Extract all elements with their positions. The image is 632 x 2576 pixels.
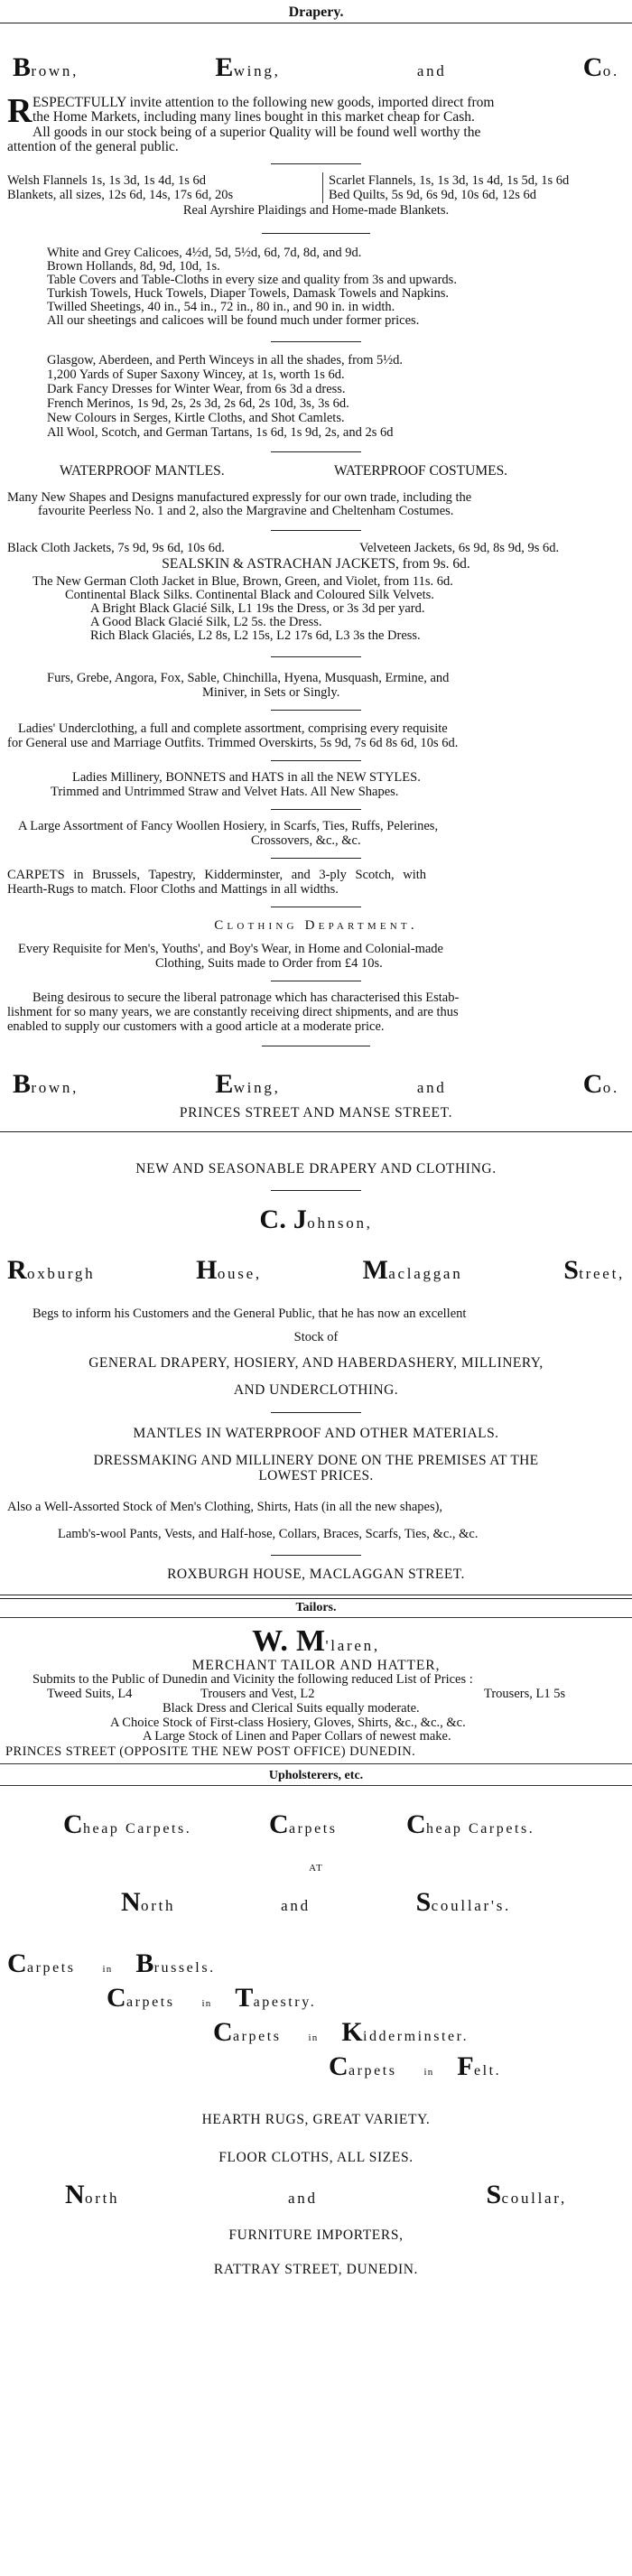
calicoes-line: Table Covers and Table-Cloths in every size and quality from 3s and upwards. — [47, 273, 457, 287]
section-rule — [0, 1763, 632, 1764]
tailors-heading: Tailors. — [295, 1601, 337, 1614]
clothing-line: Every Requisite for Men's, Youths', and Boy's Wear, in Home and Colonial-made — [18, 942, 443, 956]
carpets-line: Hearth-Rugs to match. Floor Cloths and Mattings in all widths. — [7, 882, 339, 897]
jackets-line: A Good Black Glacié Silk, L2 5s. the Dress. — [90, 615, 322, 629]
section-rule — [0, 1785, 632, 1786]
carpets-center: Carpets — [269, 1809, 338, 1839]
mclaren-line: A Choice Stock of First-class Hosiery, Gloves, Shirts, &c., &c., &c. — [110, 1716, 466, 1730]
waterproof-mantles: WATERPROOF MANTLES. — [60, 463, 225, 479]
jackets-line: The New German Cloth Jacket in Blue, Brown, Green, and Violet, from 11s. 6d. — [33, 574, 453, 589]
price-tweed-suits: Tweed Suits, L4 — [47, 1687, 133, 1701]
clothing-line: Clothing, Suits made to Order from £4 10s. — [155, 956, 383, 971]
mclaren-line: A Large Stock of Linen and Paper Collars of newest make. — [143, 1729, 451, 1744]
waterproof-costumes: WATERPROOF COSTUMES. — [334, 463, 508, 479]
closing-line: enabled to supply our customers with a good article at a moderate price. — [7, 1019, 385, 1034]
johnson-mantles: MANTLES IN WATERPROOF AND OTHER MATERIALS. — [133, 1426, 499, 1441]
johnson-stock: AND UNDERCLOTHING. — [233, 1382, 399, 1398]
section-rule — [0, 1131, 632, 1132]
clothing-department-heading: Clothing Department. — [214, 918, 418, 933]
section-rule — [271, 1555, 361, 1556]
section-rule — [271, 530, 361, 531]
carpets-felt: Carpets in Felt. — [329, 2051, 502, 2081]
millinery-line: Ladies Millinery, BONNETS and HATS in all the NEW STYLES. — [72, 770, 421, 785]
furniture-importers: FURNITURE IMPORTERS, — [228, 2227, 404, 2243]
millinery-line: Trimmed and Untrimmed Straw and Velvet Hats. All New Shapes. — [51, 785, 399, 799]
section-rule — [271, 451, 361, 452]
winceys-line: New Colours in Serges, Kirtle Cloths, and Shot Camlets. — [47, 411, 345, 425]
price-trousers-and-vest: Trousers and Vest, L2 — [200, 1687, 315, 1701]
brown-ewing-firm-name-footer: Brown, Ewing, and Co. — [13, 1069, 619, 1099]
price-trousers: Trousers, L1 5s — [484, 1687, 566, 1701]
johnson-address: ROXBURGH HOUSE, MACLAGGAN STREET. — [167, 1567, 465, 1582]
sealskin-jackets: SEALSKIN & ASTRACHAN JACKETS, from 9s. 6d. — [162, 556, 470, 572]
hearth-rugs: HEARTH RUGS, GREAT VARIETY. — [201, 2112, 431, 2127]
north-scoullar-address: RATTRAY STREET, DUNEDIN. — [213, 2262, 419, 2277]
waterproof-line: Many New Shapes and Designs manufactured expressly for our own trade, including the — [7, 490, 472, 505]
section-rule — [271, 858, 361, 859]
winceys-line: 1,200 Yards of Super Saxony Wincey, at 1s, worth 1s 6d. — [47, 367, 345, 382]
flannels-right: Scarlet Flannels, 1s, 1s 3d, 1s 4d, 1s 5d, 1s 6d — [329, 173, 570, 188]
section-rule — [271, 710, 361, 711]
jackets-line: Rich Black Glaciés, L2 8s, L2 15s, L2 17s 6d, L3 3s the Dress. — [90, 628, 421, 643]
drapery-heading: Drapery. — [288, 5, 344, 20]
section-rule — [271, 163, 361, 164]
north-scoullar-firm-footer: North and Scoullar, — [65, 2180, 567, 2209]
north-scoullar-firm: North and Scoullar's. — [121, 1887, 511, 1917]
carpets-tapestry: Carpets in Tapestry. — [107, 1983, 317, 2013]
carpets-kidderminster: Carpets in Kidderminster. — [213, 2017, 469, 2047]
mclaren-submits: Submits to the Public of Dunedin and Vicinity the following reduced List of Prices : — [33, 1672, 473, 1687]
furs-line: Miniver, in Sets or Singly. — [202, 685, 340, 700]
johnson-mens: Also a Well-Assorted Stock of Men's Clothing, Shirts, Hats (in all the new shapes), — [7, 1500, 443, 1514]
intro-line: ESPECTFULLY invite attention to the following new goods, imported direct from — [33, 95, 495, 110]
johnson-name: C. Johnson, — [259, 1204, 373, 1234]
brown-ewing-address: PRINCES STREET AND MANSE STREET. — [179, 1105, 453, 1121]
winceys-line: Glasgow, Aberdeen, and Perth Winceys in all the shades, from 5½d. — [47, 353, 404, 367]
johnson-dressmaking: DRESSMAKING AND MILLINERY DONE ON THE PREMISES AT THE — [93, 1453, 539, 1468]
black-cloth-jackets: Black Cloth Jackets, 7s 9d, 9s 6d, 10s 6d. — [7, 541, 225, 555]
roxburgh-house-heading: Roxburgh House, Maclaggan Street, — [7, 1255, 625, 1285]
carpets-line: CARPETS in Brussels, Tapestry, Kidderminster, and 3-ply Scotch, with — [7, 868, 427, 882]
waterproof-line: favourite Peerless No. 1 and 2, also the Margravine and Cheltenham Costumes. — [38, 504, 454, 518]
double-rule — [0, 1595, 632, 1599]
johnson-mens: Lamb's-wool Pants, Vests, and Half-hose, Collars, Braces, Scarfs, Ties, &c., &c. — [58, 1527, 479, 1541]
hosiery-line: A Large Assortment of Fancy Woollen Hosiery, in Scarfs, Ties, Ruffs, Pelerines, — [18, 819, 439, 833]
column-divider — [322, 172, 323, 203]
calicoes-line: White and Grey Calicoes, 4½d, 5d, 5½d, 6d, 7d, 8d, and 9d. — [47, 246, 362, 260]
intro-drop-cap: R — [7, 92, 33, 130]
johnson-dressmaking: LOWEST PRICES. — [258, 1468, 374, 1483]
winceys-line: French Merinos, 1s 9d, 2s, 2s 3d, 2s 6d, 2s 10d, 3s, 3s 6d. — [47, 396, 349, 411]
section-rule — [262, 233, 370, 234]
flannels-left: Welsh Flannels 1s, 1s 3d, 1s 4d, 1s 6d — [7, 173, 206, 188]
underclothing-line: for General use and Marriage Outfits. Trimmed Overskirts, 5s 9d, 7s 6d 8s 6d, 10s 6d. — [7, 736, 459, 750]
section-rule — [0, 1617, 632, 1618]
section-rule — [271, 809, 361, 810]
calicoes-line: Twilled Sheetings, 40 in., 54 in., 72 in., 80 in., and 90 in. in width. — [47, 300, 395, 314]
flannels-right: Bed Quilts, 5s 9d, 6s 9d, 10s 6d, 12s 6d — [329, 188, 537, 202]
plaidings-line: Real Ayrshire Plaidings and Home-made Blankets. — [182, 203, 450, 218]
closing-line: lishment for so many years, we are constantly receiving direct shipments, and are thus — [7, 1005, 459, 1019]
intro-line: All goods in our stock being of a superior Quality will be found well worthy the — [33, 125, 481, 140]
at-word: AT — [309, 1863, 323, 1874]
winceys-line: Dark Fancy Dresses for Winter Wear, from 6s 3d a dress. — [47, 382, 346, 396]
brown-ewing-firm-name: Brown, Ewing, and Co. — [13, 52, 619, 82]
underclothing-line: Ladies' Underclothing, a full and complete assortment, comprising every requisite — [18, 721, 448, 736]
closing-line: Being desirous to secure the liberal patronage which has characterised this Estab- — [33, 990, 460, 1005]
intro-line: the Home Markets, including many lines bought in this market cheap for Cash. — [33, 109, 475, 125]
section-rule — [271, 1412, 361, 1413]
furs-line: Furs, Grebe, Angora, Fox, Sable, Chinchilla, Hyena, Musquash, Ermine, and — [47, 671, 450, 685]
cheap-carpets-right: Cheap Carpets. — [406, 1809, 535, 1839]
section-rule — [271, 760, 361, 761]
flannels-left: Blankets, all sizes, 12s 6d, 14s, 17s 6d, 20s — [7, 188, 234, 202]
section-rule — [271, 341, 361, 342]
johnson-tagline: NEW AND SEASONABLE DRAPERY AND CLOTHING. — [135, 1161, 497, 1176]
jackets-line: Continental Black Silks. Continental Black and Coloured Silk Velvets. — [65, 588, 434, 602]
winceys-line: All Wool, Scotch, and German Tartans, 1s 6d, 1s 9d, 2s, and 2s 6d — [47, 425, 394, 440]
jackets-line: A Bright Black Glacié Silk, L1 19s the Dress, or 3s 3d per yard. — [90, 601, 425, 616]
section-rule — [271, 1190, 361, 1191]
cheap-carpets-left: Cheap Carpets. — [63, 1809, 192, 1839]
calicoes-line: All our sheetings and calicoes will be found much under former prices. — [47, 313, 420, 328]
mclaren-line: Black Dress and Clerical Suits equally moderate. — [163, 1701, 420, 1716]
calicoes-line: Brown Hollands, 8d, 9d, 10d, 1s. — [47, 259, 220, 274]
hosiery-line: Crossovers, &c., &c. — [251, 833, 361, 848]
mclaren-address: PRINCES STREET (OPPOSITE THE NEW POST OFFICE) DUNEDIN. — [5, 1744, 416, 1759]
johnson-line: Stock of — [293, 1330, 339, 1344]
upholsterers-heading: Upholsterers, etc. — [268, 1769, 364, 1782]
section-rule — [271, 656, 361, 657]
mclaren-title: MERCHANT TAILOR AND HATTER, — [191, 1658, 441, 1673]
intro-line: attention of the general public. — [7, 139, 179, 154]
floor-cloths: FLOOR CLOTHS, ALL SIZES. — [218, 2150, 414, 2165]
velveteen-jackets: Velveteen Jackets, 6s 9d, 8s 9d, 9s 6d. — [359, 541, 560, 555]
johnson-line: Begs to inform his Customers and the General Public, that he has now an excellent — [33, 1307, 467, 1321]
mclaren-name: W. M'laren, — [252, 1624, 380, 1658]
carpets-brussels: Carpets in Brussels. — [7, 1948, 216, 1978]
johnson-stock: GENERAL DRAPERY, HOSIERY, AND HABERDASHERY, MILLINERY, — [88, 1355, 544, 1371]
calicoes-line: Turkish Towels, Huck Towels, Diaper Towels, Damask Towels and Napkins. — [47, 286, 450, 301]
